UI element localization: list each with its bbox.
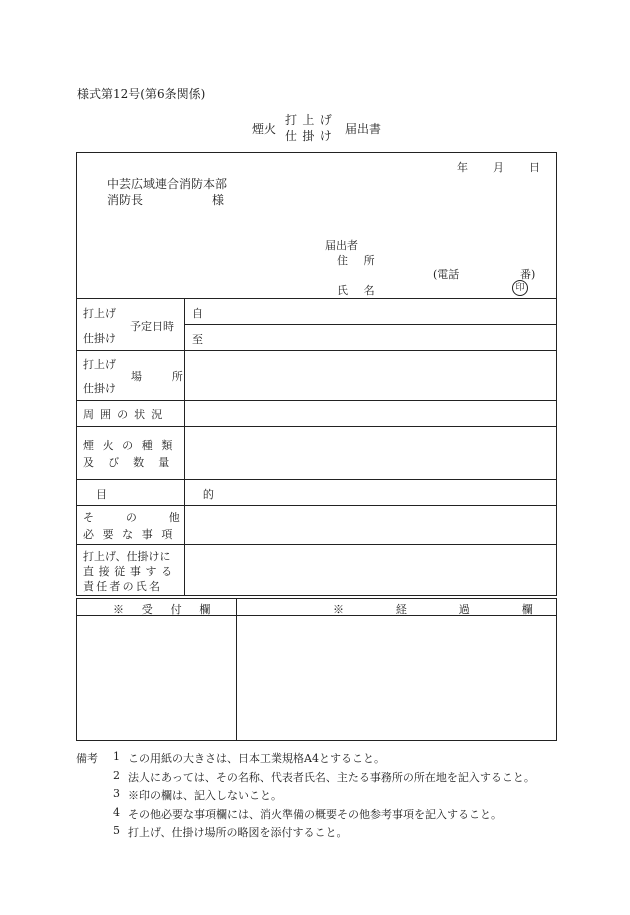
title-suffix: 届出書 [345,122,382,136]
note-text: 打上げ、仕掛け場所の略図を添付すること。 [128,826,348,839]
rule [76,400,557,401]
note-number: 2 [113,769,120,782]
seal-mark: 印 [512,280,528,296]
rule [76,426,557,427]
rule [76,298,557,299]
title-line1: 打上げ [285,113,338,127]
phone-close: 番) [520,268,536,281]
form-code: 様式第12号(第6条関係) [77,87,206,101]
note-text: この用紙の大きさは、日本工業規格A4とすること。 [128,752,385,765]
note-number: 5 [113,824,120,837]
notes-label: 備考 [76,752,98,765]
purpose-label: 目 的 [96,488,261,501]
other-field[interactable] [186,507,555,542]
rule [76,479,557,480]
rule [236,598,237,741]
schedule-to-field[interactable] [200,326,555,348]
person-field[interactable] [186,546,555,594]
fireworks-line2: 及び数量 [83,456,184,469]
title-prefix: 煙火 [252,122,277,136]
rule [76,350,557,351]
note-number: 3 [113,787,120,800]
schedule-line2: 仕掛け [83,332,116,345]
fireworks-field[interactable] [186,428,555,477]
surroundings-field[interactable] [186,402,555,424]
date-year: 年 [457,161,468,174]
progress-header: ※ 経 過 欄 [333,603,557,616]
office-use-table [76,598,557,741]
phone-open: (電話 [433,268,460,281]
title-line2: 仕掛け [285,129,338,143]
addressee-honorific: 様 [212,193,225,207]
rule [76,505,557,506]
purpose-field[interactable] [186,481,555,503]
note-text: ※印の欄は、記入しないこと。 [128,789,282,802]
place-field[interactable] [186,352,555,398]
note-number: 1 [113,750,120,763]
rule [184,324,557,325]
person-line3: 責任者の氏名 [83,580,163,593]
place-line1: 打上げ [83,358,116,371]
note-number: 4 [113,806,120,819]
address-label: 住 所 [337,254,381,267]
other-line1: その他 [83,511,212,524]
fireworks-line1: 煙火の種類 [83,439,181,452]
schedule-label: 予定日時 [130,320,174,333]
note-text: その他必要な事項欄には、消火準備の概要その他参考事項を記入すること。 [128,808,502,821]
rule [184,298,185,596]
applicant-label: 届出者 [325,239,358,252]
date-month: 月 [493,161,504,174]
note-text: 法人にあっては、その名称、代表者氏名、主たる事務所の所在地を記入すること。 [128,771,535,784]
addressee-org: 中芸広域連合消防本部 [107,177,228,191]
name-label: 氏 名 [337,284,381,297]
person-line1: 打上げ、仕掛けに [83,550,171,563]
date-day: 日 [529,161,540,174]
reception-header: ※ 受 付 欄 [113,603,218,616]
schedule-line1: 打上げ [83,307,116,320]
schedule-from: 自 [192,307,203,320]
addressee-title: 消防長 [107,193,144,207]
other-line2: 必要な事項 [83,528,181,541]
schedule-from-field[interactable] [200,300,555,322]
surroundings-label: 周囲の状況 [83,408,169,421]
person-line2: 直接従事する [83,565,177,578]
rule [76,544,557,545]
place-label: 場 所 [131,370,197,383]
schedule-to: 至 [192,333,203,346]
place-line2: 仕掛け [83,382,116,395]
